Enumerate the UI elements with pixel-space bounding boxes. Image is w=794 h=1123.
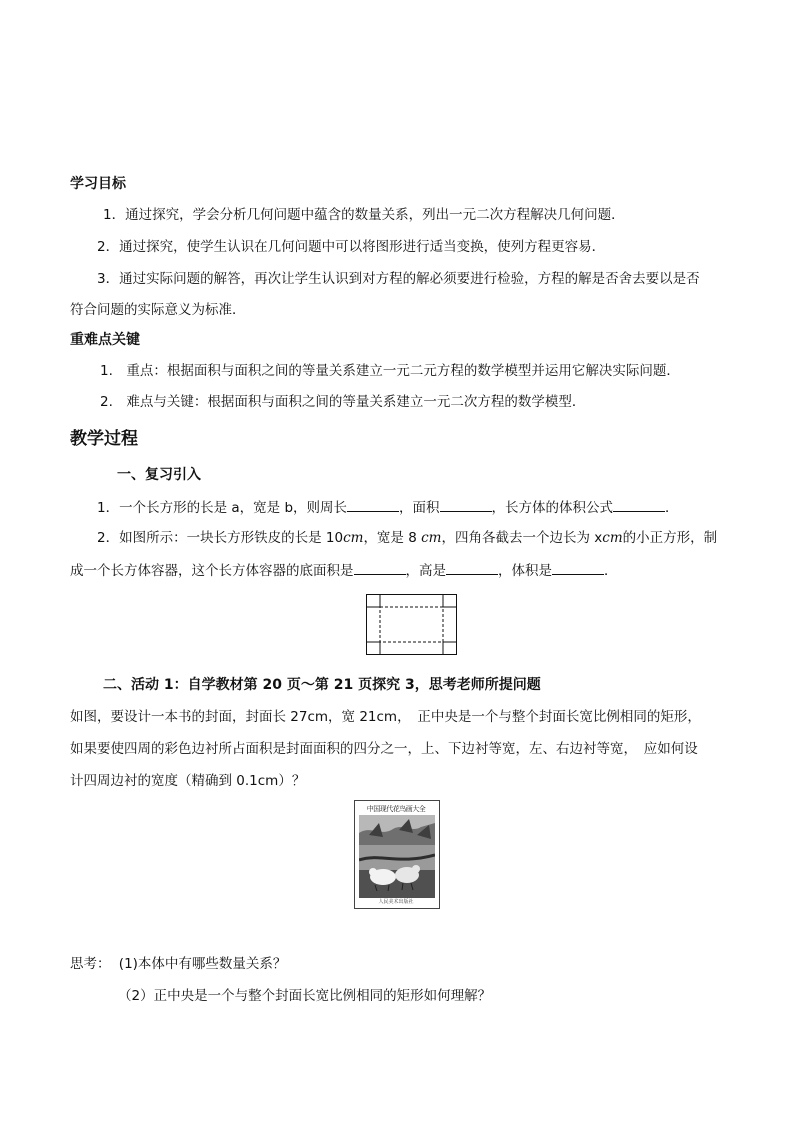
goal-item-1: 1．通过探究，学会分析几何问题中蕴含的数量关系，列出一元二次方程解决几何问题．	[103, 207, 625, 223]
unit-cm-3: cm	[602, 530, 623, 546]
process-heading: 教学过程	[70, 429, 138, 449]
q1-text-b: ，面积	[399, 500, 440, 516]
answer-blank-height	[446, 560, 498, 575]
q2-text-d: 的小正方形，制	[622, 530, 718, 546]
goal-item-3-cont: 符合问题的实际意义为标准．	[70, 302, 246, 318]
think-question-2: （2）正中央是一个与整个封面长宽比例相同的矩形如何理解？	[118, 988, 492, 1004]
keypoint-item-2: 2. 难点与关键：根据面积与面积之间的等量关系建立一元二次方程的数学模型．	[100, 394, 586, 410]
section2-heading: 二、活动 1：自学教材第 20 页～第 21 页探究 3，思考老师所提问题	[103, 677, 541, 693]
think-question-1-text: (1)本体中有哪些数量关系？	[118, 956, 287, 972]
review-question-2-line2	[70, 560, 618, 580]
review-question-2-line1	[97, 529, 717, 547]
q2-text-c: ，四角各截去一个边长为 x	[441, 530, 603, 546]
unit-cm-1: cm	[343, 530, 364, 546]
answer-blank-volume	[552, 560, 604, 575]
section2-paragraph-2: 如果要使四周的彩色边衬所占面积是封面面积的四分之一，上、下边衬等宽，左、右边衬等宽， 应如何设	[70, 741, 698, 757]
answer-blank-perimeter	[347, 497, 399, 512]
fold-line-dashed	[380, 607, 443, 642]
answer-blank-area	[440, 497, 492, 512]
artwork-bird-right-head	[412, 865, 420, 873]
cover-title: 中国现代花鸟画大全	[366, 805, 426, 813]
keypoint-item-1: 1. 重点：根据面积与面积之间的等量关系建立一元二元方程的数学模型并运用它解决实际问题．	[100, 363, 680, 379]
section2-paragraph-3: 计四周边衬的宽度（精确到 0.1cm）？	[70, 773, 306, 789]
unit-cm-2: cm	[421, 530, 442, 546]
review-question-1	[97, 497, 679, 517]
q2-text-e: 成一个长方体容器，这个长方体容器的底面积是	[70, 563, 354, 579]
goal-item-2: 2．通过探究，使学生认识在几何问题中可以将图形进行适当变换，使列方程更容易．	[97, 239, 606, 255]
section1-heading: 一、复习引入	[117, 467, 201, 483]
cover-footer: 人民美术出版社	[378, 899, 414, 905]
q2-text-g: ，体积是	[498, 563, 552, 579]
answer-blank-base-area	[354, 560, 406, 575]
q1-text-c: ，长方体的体积公式	[491, 500, 614, 516]
section2-paragraph-1: 如图，要设计一本书的封面，封面长 27cm，宽 21cm， 正中央是一个与整个封面长宽比例相同的矩形，	[70, 709, 701, 725]
q2-text-a: 2．如图所示：一块长方形铁皮的长是 10	[97, 530, 344, 546]
answer-blank-volume-formula	[613, 497, 665, 512]
goal-item-3: 3．通过实际问题的解答，再次让学生认识到对方程的解必须要进行检验，方程的解是否舍去要以是否	[97, 271, 700, 287]
keypoints-heading: 重难点关键	[70, 332, 140, 348]
cover-artwork	[359, 815, 435, 898]
artwork-bird-left-head	[369, 868, 377, 876]
think-question-1	[70, 955, 286, 973]
think-label: 思考：	[70, 956, 111, 972]
metal-sheet-diagram	[366, 594, 458, 656]
q2-text-h: ．	[604, 563, 618, 579]
q1-text-a: 1．一个长方形的长是 a，宽是 b，则周长	[97, 500, 348, 516]
goals-heading: 学习目标	[70, 176, 126, 192]
q1-text-d: ．	[665, 500, 679, 516]
book-cover-image	[354, 800, 440, 909]
q2-text-f: ，高是	[405, 563, 446, 579]
q2-text-b: ，宽是 8	[363, 530, 417, 546]
